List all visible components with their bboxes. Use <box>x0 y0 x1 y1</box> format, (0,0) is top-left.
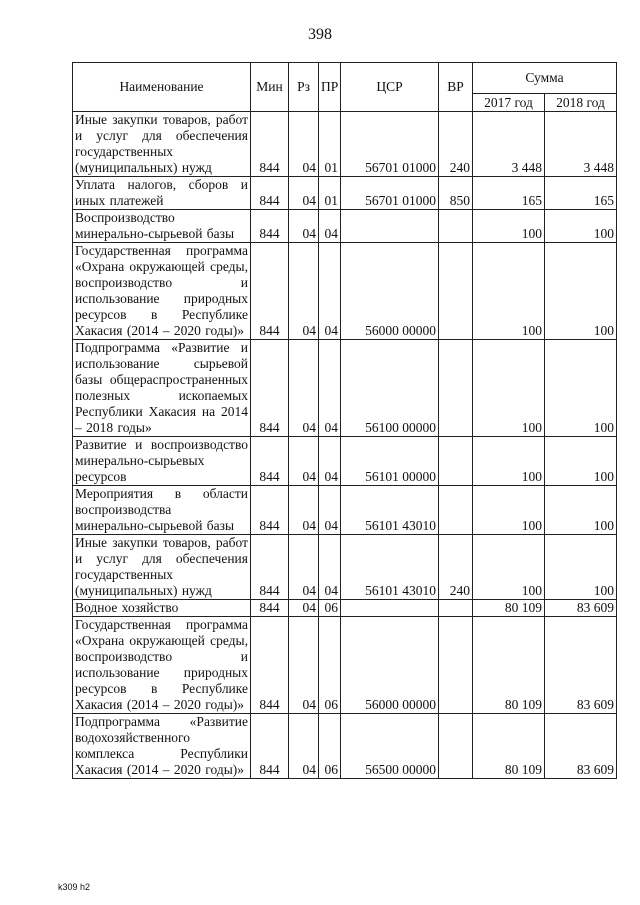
row-csr-cell: 56000 00000 <box>341 617 439 714</box>
row-vr-cell: 240 <box>439 112 473 177</box>
row-2018-cell: 83 609 <box>545 600 617 617</box>
row-min-cell: 844 <box>251 486 289 535</box>
header-year-2018: 2018 год <box>545 94 617 112</box>
row-2018-cell: 3 448 <box>545 112 617 177</box>
table-row <box>73 112 617 177</box>
header-rz: Рз <box>289 63 319 112</box>
row-name-cell: Воспроизводство минерально-сырьевой базы <box>73 210 251 243</box>
row-vr-cell <box>439 714 473 779</box>
row-csr-cell: 56101 43010 <box>341 535 439 600</box>
table-row <box>73 210 617 243</box>
row-2017-cell: 3 448 <box>473 112 545 177</box>
row-csr-cell <box>341 210 439 243</box>
row-vr-cell: 850 <box>439 177 473 210</box>
row-csr-cell: 56701 01000 <box>341 112 439 177</box>
row-pr-cell: 04 <box>319 437 341 486</box>
row-pr-cell: 06 <box>319 600 341 617</box>
row-2018-cell: 100 <box>545 486 617 535</box>
row-min-cell: 844 <box>251 714 289 779</box>
table-row <box>73 243 617 340</box>
row-vr-cell <box>439 486 473 535</box>
row-rz-cell: 04 <box>289 486 319 535</box>
row-name-cell: Уплата налогов, сборов и иных платежей <box>73 177 251 210</box>
header-pr: ПР <box>319 63 341 112</box>
row-min-cell: 844 <box>251 210 289 243</box>
row-2018-cell: 83 609 <box>545 714 617 779</box>
row-csr-cell: 56101 43010 <box>341 486 439 535</box>
row-csr-cell: 56000 00000 <box>341 243 439 340</box>
header-sum: Сумма <box>473 63 617 94</box>
row-2018-cell: 83 609 <box>545 617 617 714</box>
row-pr-cell: 01 <box>319 112 341 177</box>
row-vr-cell <box>439 210 473 243</box>
header-csr: ЦСР <box>341 63 439 112</box>
row-2018-cell: 100 <box>545 340 617 437</box>
row-rz-cell: 04 <box>289 617 319 714</box>
row-rz-cell: 04 <box>289 340 319 437</box>
row-pr-cell: 04 <box>319 486 341 535</box>
row-pr-cell: 04 <box>319 243 341 340</box>
row-min-cell: 844 <box>251 535 289 600</box>
row-csr-cell: 56100 00000 <box>341 340 439 437</box>
row-rz-cell: 04 <box>289 177 319 210</box>
header-year-2017: 2017 год <box>473 94 545 112</box>
row-pr-cell: 06 <box>319 617 341 714</box>
table-row <box>73 600 617 617</box>
row-name-cell: Водное хозяйство <box>73 600 251 617</box>
row-2017-cell: 80 109 <box>473 600 545 617</box>
table-row <box>73 340 617 437</box>
row-name-cell: Иные закупки товаров, работ и услуг для обеспечения государственных (муниципальных) нужд <box>73 112 251 177</box>
row-rz-cell: 04 <box>289 600 319 617</box>
row-pr-cell: 01 <box>319 177 341 210</box>
page-number: 398 <box>308 26 332 43</box>
row-name-cell: Иные закупки товаров, работ и услуг для обеспечения государственных (муниципальных) нужд <box>73 535 251 600</box>
row-2018-cell: 100 <box>545 243 617 340</box>
row-2017-cell: 100 <box>473 243 545 340</box>
row-min-cell: 844 <box>251 437 289 486</box>
header-vr: ВР <box>439 63 473 112</box>
table-row <box>73 486 617 535</box>
row-min-cell: 844 <box>251 243 289 340</box>
row-name-cell: Подпрограмма «Развитие водохозяйственного комплекса Республики Хакасия (2014 – 2020 годы)» <box>73 714 251 779</box>
row-2018-cell: 100 <box>545 535 617 600</box>
row-2017-cell: 80 109 <box>473 617 545 714</box>
row-pr-cell: 04 <box>319 340 341 437</box>
row-vr-cell <box>439 243 473 340</box>
budget-table <box>72 62 617 779</box>
row-min-cell: 844 <box>251 340 289 437</box>
row-vr-cell <box>439 437 473 486</box>
row-rz-cell: 04 <box>289 112 319 177</box>
row-vr-cell <box>439 600 473 617</box>
row-2017-cell: 80 109 <box>473 714 545 779</box>
row-2017-cell: 165 <box>473 177 545 210</box>
row-min-cell: 844 <box>251 617 289 714</box>
row-rz-cell: 04 <box>289 535 319 600</box>
header-min: Мин <box>251 63 289 112</box>
row-csr-cell: 56701 01000 <box>341 177 439 210</box>
row-2017-cell: 100 <box>473 486 545 535</box>
row-name-cell: Государственная программа «Охрана окружающей среды, воспроизводство и использование природных ресурсов в Республике Хакасия (2014 – 2020 годы)» <box>73 243 251 340</box>
row-csr-cell: 56500 00000 <box>341 714 439 779</box>
row-rz-cell: 04 <box>289 243 319 340</box>
row-vr-cell <box>439 340 473 437</box>
row-pr-cell: 04 <box>319 210 341 243</box>
row-2017-cell: 100 <box>473 210 545 243</box>
row-name-cell: Подпрограмма «Развитие и использование сырьевой базы общераспространенных полезных ископаемых Республики Хакасия на 2014 – 2018 годы» <box>73 340 251 437</box>
row-vr-cell <box>439 617 473 714</box>
header-name: Наименование <box>73 63 251 112</box>
row-rz-cell: 04 <box>289 437 319 486</box>
row-min-cell: 844 <box>251 177 289 210</box>
row-vr-cell: 240 <box>439 535 473 600</box>
row-name-cell: Государственная программа «Охрана окружающей среды, воспроизводство и использование природных ресурсов в Республике Хакасия (2014 – 2020 годы)» <box>73 617 251 714</box>
row-2017-cell: 100 <box>473 437 545 486</box>
row-2017-cell: 100 <box>473 535 545 600</box>
footer-code: k309 h2 <box>58 882 91 892</box>
table-row <box>73 714 617 779</box>
row-min-cell: 844 <box>251 112 289 177</box>
row-2018-cell: 100 <box>545 210 617 243</box>
table-row <box>73 177 617 210</box>
row-rz-cell: 04 <box>289 210 319 243</box>
table-row <box>73 617 617 714</box>
row-name-cell: Мероприятия в области воспроизводства минерально-сырьевой базы <box>73 486 251 535</box>
row-pr-cell: 06 <box>319 714 341 779</box>
row-rz-cell: 04 <box>289 714 319 779</box>
header-row <box>73 63 617 94</box>
row-name-cell: Развитие и воспроизводство минерально-сырьевых ресурсов <box>73 437 251 486</box>
row-pr-cell: 04 <box>319 535 341 600</box>
table-row <box>73 437 617 486</box>
table-row <box>73 535 617 600</box>
row-2018-cell: 165 <box>545 177 617 210</box>
row-2018-cell: 100 <box>545 437 617 486</box>
row-2017-cell: 100 <box>473 340 545 437</box>
row-csr-cell: 56101 00000 <box>341 437 439 486</box>
row-csr-cell <box>341 600 439 617</box>
table-body <box>73 112 617 779</box>
row-min-cell: 844 <box>251 600 289 617</box>
